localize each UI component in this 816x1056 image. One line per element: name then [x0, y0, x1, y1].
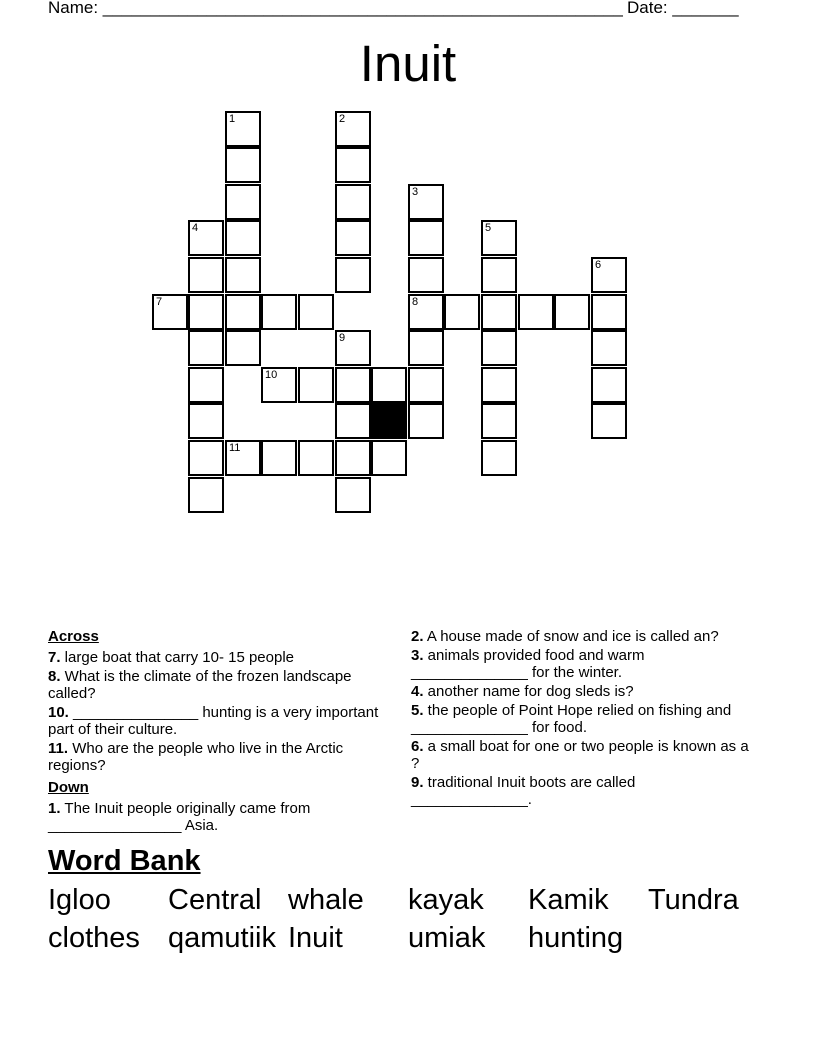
- clue: [411, 683, 756, 700]
- grid-cell[interactable]: [518, 294, 554, 330]
- grid-cell[interactable]: [188, 403, 224, 439]
- clues-right-column: [411, 628, 756, 810]
- clue-number: 1: [229, 113, 236, 125]
- across-heading: Across: [48, 628, 99, 645]
- word-bank-word: whale: [288, 884, 364, 916]
- clue-text: the people of Point Hope relied on fishing and ______________ for food.: [411, 702, 732, 736]
- clue-text: a small boat for one or two people is known as a ?: [411, 738, 749, 772]
- grid-cell[interactable]: [481, 330, 517, 366]
- clue-text: What is the climate of the frozen landscape called?: [48, 668, 352, 702]
- grid-cell[interactable]: [261, 440, 297, 476]
- grid-cell[interactable]: [481, 294, 517, 330]
- clue-text: another name for dog sleds is?: [423, 683, 634, 700]
- clue-number: 5: [485, 222, 492, 234]
- grid-cell[interactable]: [591, 257, 627, 293]
- grid-cell[interactable]: [335, 111, 371, 147]
- grid-cell[interactable]: [335, 440, 371, 476]
- clue-text: traditional Inuit boots are called ______________.: [411, 774, 636, 808]
- clue-number: 9: [339, 332, 346, 344]
- clue-number: 6.: [411, 738, 424, 755]
- grid-cell[interactable]: [335, 477, 371, 513]
- clue: [48, 740, 388, 774]
- grid-cell[interactable]: [371, 367, 407, 403]
- grid-cell[interactable]: [225, 147, 261, 183]
- clue: [411, 702, 756, 736]
- grid-cell[interactable]: [225, 440, 261, 476]
- clue-number: 8: [412, 296, 419, 308]
- grid-cell[interactable]: [188, 330, 224, 366]
- clue-number: 11.: [48, 740, 69, 757]
- word-bank-word: umiak: [408, 922, 486, 954]
- grid-cell[interactable]: [188, 440, 224, 476]
- clue-text: _______________ hunting is a very important part of their culture.: [48, 704, 379, 738]
- grid-cell[interactable]: [371, 440, 407, 476]
- clue: [411, 774, 756, 808]
- grid-cell[interactable]: [225, 184, 261, 220]
- grid-cell[interactable]: [481, 440, 517, 476]
- grid-cell[interactable]: [225, 330, 261, 366]
- page-title: Inuit: [359, 35, 457, 92]
- grid-cell[interactable]: [591, 403, 627, 439]
- clue: [48, 704, 388, 738]
- clue-number: 4.: [411, 683, 424, 700]
- grid-cell[interactable]: [335, 403, 371, 439]
- word-bank-word: kayak: [408, 884, 484, 916]
- clue-text: large boat that carry 10- 15 people: [60, 649, 294, 666]
- grid-cell[interactable]: [591, 367, 627, 403]
- grid-cell[interactable]: [335, 184, 371, 220]
- clue-number: 1.: [48, 800, 61, 817]
- grid-cell[interactable]: [298, 440, 334, 476]
- grid-cell[interactable]: [152, 294, 188, 330]
- clue: [48, 668, 388, 702]
- word-bank-word: clothes: [48, 922, 140, 954]
- grid-cell[interactable]: [408, 220, 444, 256]
- clue-number: 5.: [411, 702, 424, 719]
- clue-number: 10.: [48, 704, 69, 721]
- word-bank-word: Kamik: [528, 884, 609, 916]
- clue-number: 3.: [411, 647, 424, 664]
- clue-number: 3: [412, 186, 419, 198]
- clue: [48, 649, 388, 666]
- grid-cell[interactable]: [225, 294, 261, 330]
- clue-number: 2: [339, 113, 346, 125]
- clue-text: A house made of snow and ice is called an?: [423, 628, 719, 645]
- grid-cell[interactable]: [335, 367, 371, 403]
- clue-text: animals provided food and warm ______________ for the winter.: [411, 647, 645, 681]
- grid-cell[interactable]: [444, 294, 480, 330]
- grid-cell[interactable]: [408, 330, 444, 366]
- clue-number: 4: [192, 222, 199, 234]
- grid-cell[interactable]: [408, 367, 444, 403]
- grid-cell[interactable]: [188, 220, 224, 256]
- grid-block: [371, 403, 407, 439]
- clue-number: 7: [156, 296, 163, 308]
- word-bank-title: Word Bank: [48, 845, 201, 877]
- grid-cell[interactable]: [481, 257, 517, 293]
- word-bank-word: Inuit: [288, 922, 343, 954]
- clue-text: Who are the people who live in the Arctic regions?: [48, 740, 344, 774]
- grid-cell[interactable]: [225, 220, 261, 256]
- grid-cell[interactable]: [261, 367, 297, 403]
- clue: [411, 647, 756, 681]
- date-field[interactable]: Date: _______: [627, 0, 739, 17]
- grid-cell[interactable]: [335, 257, 371, 293]
- clue-number: 2.: [411, 628, 424, 645]
- clue-text: The Inuit people originally came from ________________ Asia.: [48, 800, 311, 834]
- clue: [411, 628, 756, 645]
- clues-left-column: [48, 628, 388, 836]
- grid-cell[interactable]: [408, 184, 444, 220]
- grid-cell[interactable]: [261, 294, 297, 330]
- clue-number: 8.: [48, 668, 61, 685]
- clue-number: 9.: [411, 774, 424, 791]
- name-field[interactable]: Name: _______________________________________________________: [48, 0, 623, 17]
- grid-cell[interactable]: [335, 330, 371, 366]
- grid-cell[interactable]: [408, 294, 444, 330]
- word-bank-word: Tundra: [648, 884, 739, 916]
- grid-cell[interactable]: [481, 220, 517, 256]
- grid-cell[interactable]: [335, 147, 371, 183]
- grid-cell[interactable]: [188, 367, 224, 403]
- grid-cell[interactable]: [188, 477, 224, 513]
- clue-number: 11: [229, 442, 241, 454]
- grid-cell[interactable]: [335, 220, 371, 256]
- grid-cell[interactable]: [225, 257, 261, 293]
- clue-number: 10: [265, 369, 278, 381]
- grid-cell[interactable]: [225, 111, 261, 147]
- clue: [48, 800, 388, 834]
- word-bank-word: qamutiik: [168, 922, 276, 954]
- grid-cell[interactable]: [554, 294, 590, 330]
- word-bank-word: Central: [168, 884, 262, 916]
- grid-cell[interactable]: [188, 257, 224, 293]
- word-bank-word: hunting: [528, 922, 624, 954]
- grid-cell[interactable]: [188, 294, 224, 330]
- grid-cell[interactable]: [408, 403, 444, 439]
- clue: [411, 738, 756, 772]
- clue-number: 7.: [48, 649, 61, 666]
- grid-cell[interactable]: [408, 257, 444, 293]
- grid-cell[interactable]: [481, 367, 517, 403]
- grid-cell[interactable]: [298, 294, 334, 330]
- down-heading: Down: [48, 779, 89, 796]
- clue-number: 6: [595, 259, 602, 271]
- grid-cell[interactable]: [481, 403, 517, 439]
- word-bank-word: Igloo: [48, 884, 111, 916]
- grid-cell[interactable]: [591, 330, 627, 366]
- grid-cell[interactable]: [591, 294, 627, 330]
- grid-cell[interactable]: [298, 367, 334, 403]
